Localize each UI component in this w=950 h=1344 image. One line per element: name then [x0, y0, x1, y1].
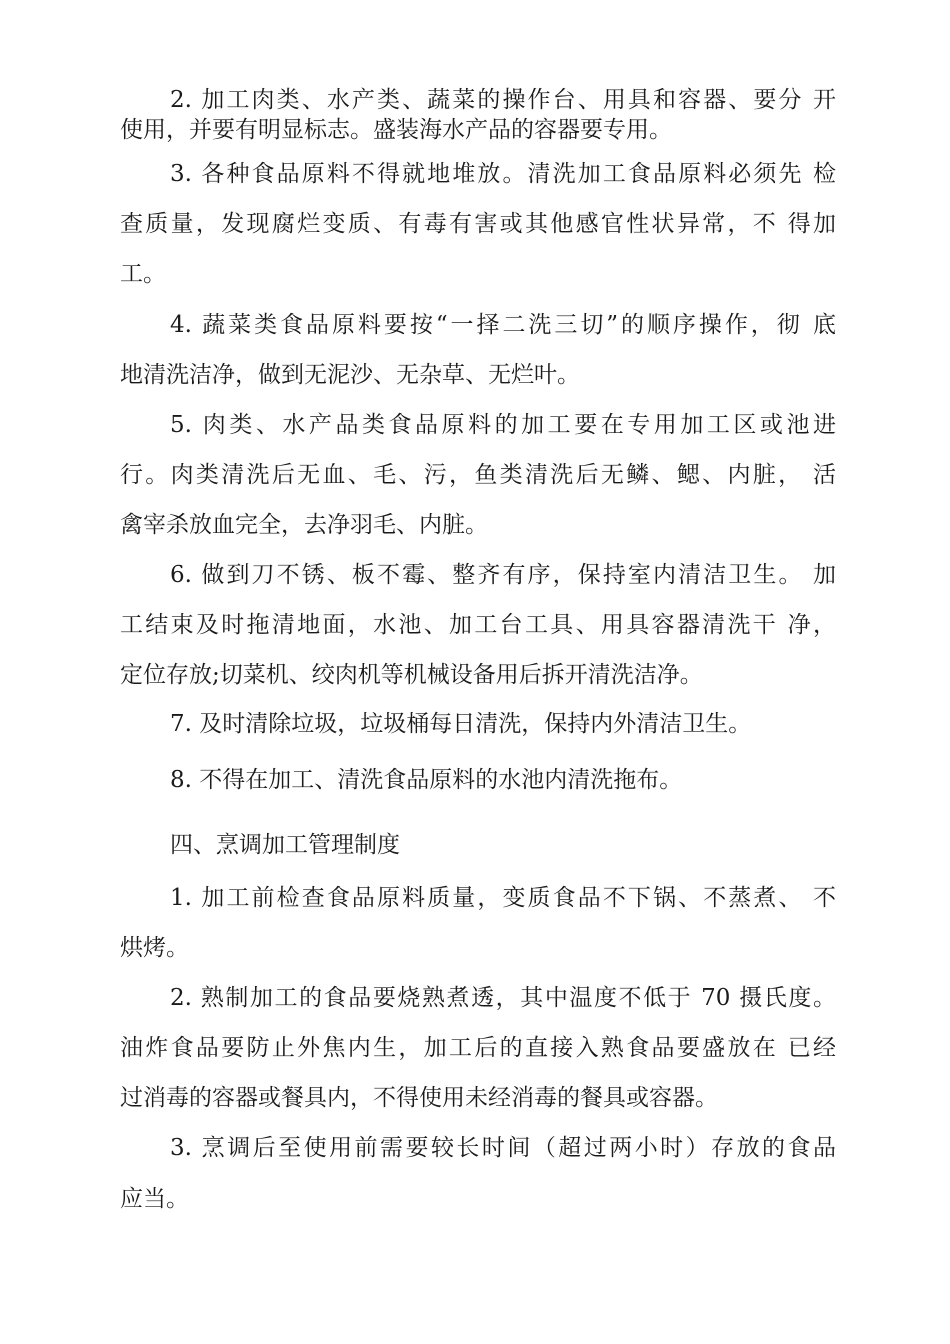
section-paragraph-1-line-1: 1. 加工前检查食品原料质量，变质食品不下锅、不蒸煮、 不 [170, 885, 836, 911]
section-paragraph-3-line-2: 应当。 [120, 1186, 189, 1212]
section-paragraph-1-line-2: 烘烤。 [120, 935, 189, 961]
paragraph-3-line-1: 3. 各种食品原料不得就地堆放。清洗加工食品原料必须先 检 [170, 161, 836, 187]
paragraph-4-line-1: 4. 蔬菜类食品原料要按“一择二洗三切”的顺序操作，彻 底 [170, 312, 836, 338]
paragraph-6-line-3: 定位存放;切菜机、绞肉机等机械设备用后拆开清洗洁净。 [120, 662, 703, 688]
section-paragraph-2-line-3: 过消毒的容器或餐具内，不得使用未经消毒的餐具或容器。 [120, 1085, 718, 1111]
paragraph-2-line-2: 使用，并要有明显标志。盛装海水产品的容器要专用。 [120, 117, 672, 143]
paragraph-4-line-2: 地清洗洁净，做到无泥沙、无杂草、无烂叶。 [120, 362, 580, 388]
section-paragraph-2-line-1: 2. 熟制加工的食品要烧熟煮透，其中温度不低于 70 摄氏度。 [170, 985, 836, 1011]
paragraph-6-line-2: 工结束及时拖清地面，水池、加工台工具、用具容器清洗干 净， [120, 612, 836, 638]
paragraph-2-line-1: 2. 加工肉类、水产类、蔬菜的操作台、用具和容器、要分 开 [170, 87, 836, 113]
paragraph-5-line-1: 5. 肉类、水产品类食品原料的加工要在专用加工区或池进 [170, 412, 836, 438]
section-paragraph-3-line-1: 3. 烹调后至使用前需要较长时间（超过两小时）存放的食品 [170, 1135, 836, 1161]
paragraph-6-line-1: 6. 做到刀不锈、板不霉、整齐有序，保持室内清洁卫生。 加 [170, 562, 836, 588]
paragraph-5-line-2: 行。肉类清洗后无血、毛、污，鱼类清洗后无鳞、鳃、内脏， 活 [120, 462, 836, 488]
section-paragraph-2-line-2: 油炸食品要防止外焦内生，加工后的直接入熟食品要盛放在 已经 [120, 1035, 836, 1061]
section-heading: 四、烹调加工管理制度 [170, 832, 400, 858]
paragraph-3-line-2: 查质量，发现腐烂变质、有毒有害或其他感官性状异常，不 得加 [120, 211, 836, 237]
paragraph-8-line-1: 8. 不得在加工、清洗食品原料的水池内清洗拖布。 [170, 767, 683, 793]
paragraph-3-line-3: 工。 [120, 261, 166, 287]
paragraph-5-line-3: 禽宰杀放血完全，去净羽毛、内脏。 [120, 512, 488, 538]
paragraph-7-line-1: 7. 及时清除垃圾，垃圾桶每日清洗，保持内外清洁卫生。 [170, 711, 752, 737]
